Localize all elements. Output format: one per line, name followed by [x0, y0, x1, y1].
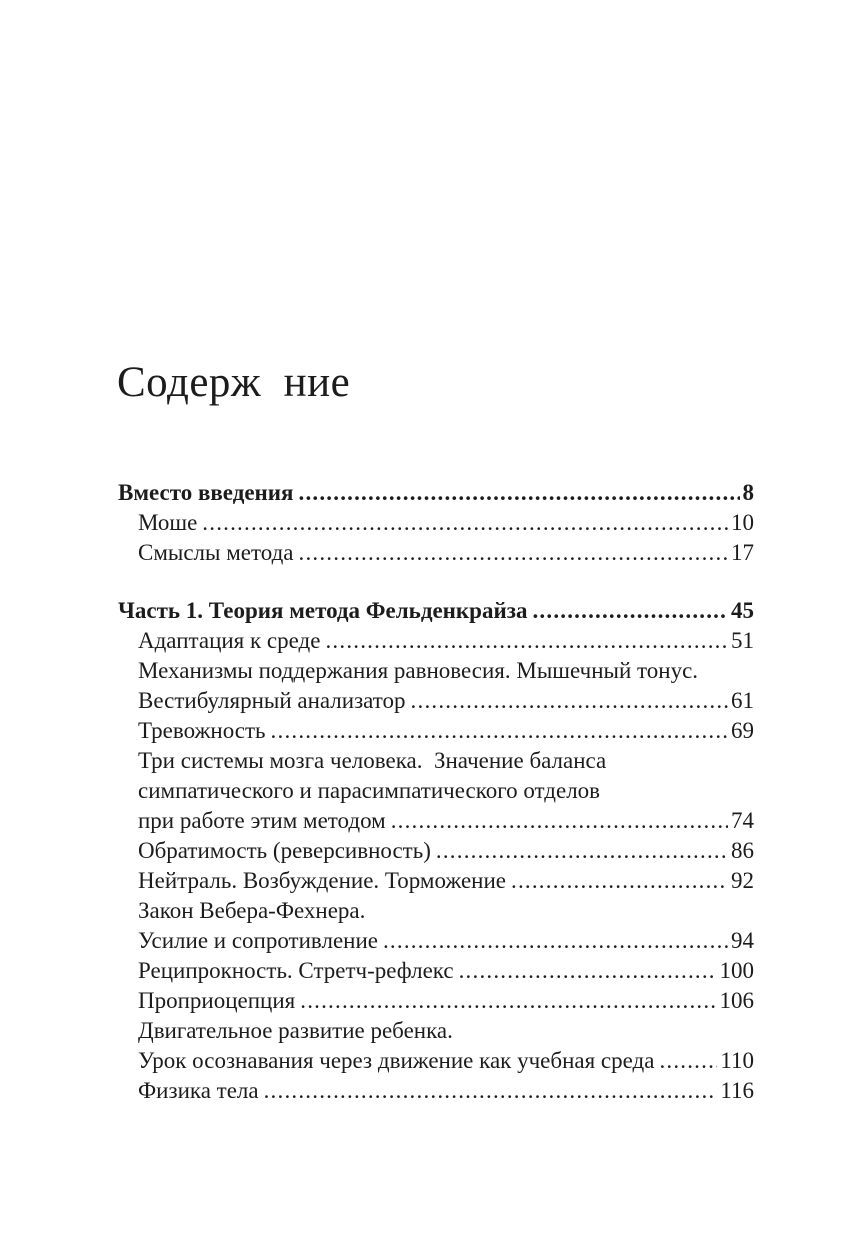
toc-entry-label: Вместо введения [118, 480, 294, 505]
toc-entry-label: Усилие и сопротивление [138, 928, 378, 953]
toc-entry-label: Закон Вебера-Фехнера. [138, 898, 366, 923]
toc-leader-dots [202, 508, 728, 538]
toc-leader-dots [383, 926, 728, 956]
toc-entry-label: Урок осознавания через движение как учебная среда [138, 1048, 655, 1073]
toc-entry-label: Часть 1. Теория метода Фельденкрайза [118, 598, 528, 623]
toc-row [118, 896, 754, 926]
toc-entry-label: при работе этим методом [138, 808, 386, 833]
toc-row [118, 716, 754, 746]
toc-leader-dots [511, 866, 728, 896]
toc-leader-dots [411, 686, 728, 716]
toc-entry-label: Физика тела [138, 1078, 259, 1103]
toc-page-number: 94 [731, 928, 754, 953]
toc-page-number: 17 [731, 540, 754, 565]
toc-entry-label: Двигательное развитие ребенка. [138, 1018, 453, 1043]
toc-page-number: 100 [719, 958, 754, 983]
toc-entry-label: симпатического и парасимпатического отделов [138, 778, 601, 803]
toc-row [118, 956, 754, 986]
page-title: Содерж ние [117, 358, 351, 406]
toc-row [118, 836, 754, 866]
toc-row [118, 508, 754, 538]
toc-page-number: 110 [720, 1048, 754, 1073]
toc-leader-dots [299, 538, 729, 568]
toc-row [118, 686, 754, 716]
toc-section-gap [118, 568, 754, 596]
toc-leader-dots [300, 986, 716, 1016]
toc-entry-label: Вестибулярный анализатор [138, 688, 406, 713]
toc-entry-label: Обратимость (реверсивность) [138, 838, 431, 863]
toc-leader-dots [391, 806, 728, 836]
toc-row [118, 596, 754, 626]
toc-row [118, 1016, 754, 1046]
toc-page-number: 10 [731, 510, 754, 535]
toc-page-number: 92 [731, 868, 754, 893]
toc-entry-label: Тревожность [138, 718, 266, 743]
toc-leader-dots [659, 1046, 717, 1076]
toc-page-number: 116 [720, 1078, 754, 1103]
toc-row [118, 538, 754, 568]
toc-leader-dots [436, 836, 728, 866]
toc-entry-label: Смыслы метода [138, 540, 294, 565]
toc-entry-label: Реципрокность. Стретч-рефлекс [138, 958, 454, 983]
toc-page-number: 74 [731, 808, 754, 833]
toc-row [118, 478, 754, 508]
toc-row [118, 1046, 754, 1076]
toc-page-number: 69 [731, 718, 754, 743]
toc-row [118, 1076, 754, 1106]
toc-row [118, 986, 754, 1016]
toc-leader-dots [264, 1076, 718, 1106]
toc-leader-dots [459, 956, 717, 986]
toc-entry-label: Адаптация к среде [138, 628, 321, 653]
toc-page-number: 86 [731, 838, 754, 863]
toc-entry-label: Проприоцепция [138, 988, 296, 1013]
toc-list [118, 478, 754, 1106]
toc-row [118, 866, 754, 896]
toc-entry-label: Моше [138, 510, 198, 535]
toc-leader-dots [532, 596, 728, 626]
toc-entry-label: Нейтраль. Возбуждение. Торможение [138, 868, 506, 893]
toc-page-number: 45 [731, 598, 754, 623]
toc-row [118, 626, 754, 656]
toc-leader-dots [271, 716, 728, 746]
toc-page-number: 61 [731, 688, 754, 713]
toc-row [118, 776, 754, 806]
toc-page-number: 106 [719, 988, 754, 1013]
toc-page-number: 8 [742, 480, 754, 505]
toc-row [118, 746, 754, 776]
toc-entry-label: Три системы мозга человека. Значение баланса [138, 748, 607, 773]
toc-row [118, 926, 754, 956]
toc-row [118, 806, 754, 836]
toc-page-number: 51 [731, 628, 754, 653]
toc-row [118, 656, 754, 686]
toc-leader-dots [299, 478, 740, 508]
toc-entry-label: Механизмы поддержания равновесия. Мышечный тонус. [138, 658, 699, 683]
toc-leader-dots [325, 626, 728, 656]
